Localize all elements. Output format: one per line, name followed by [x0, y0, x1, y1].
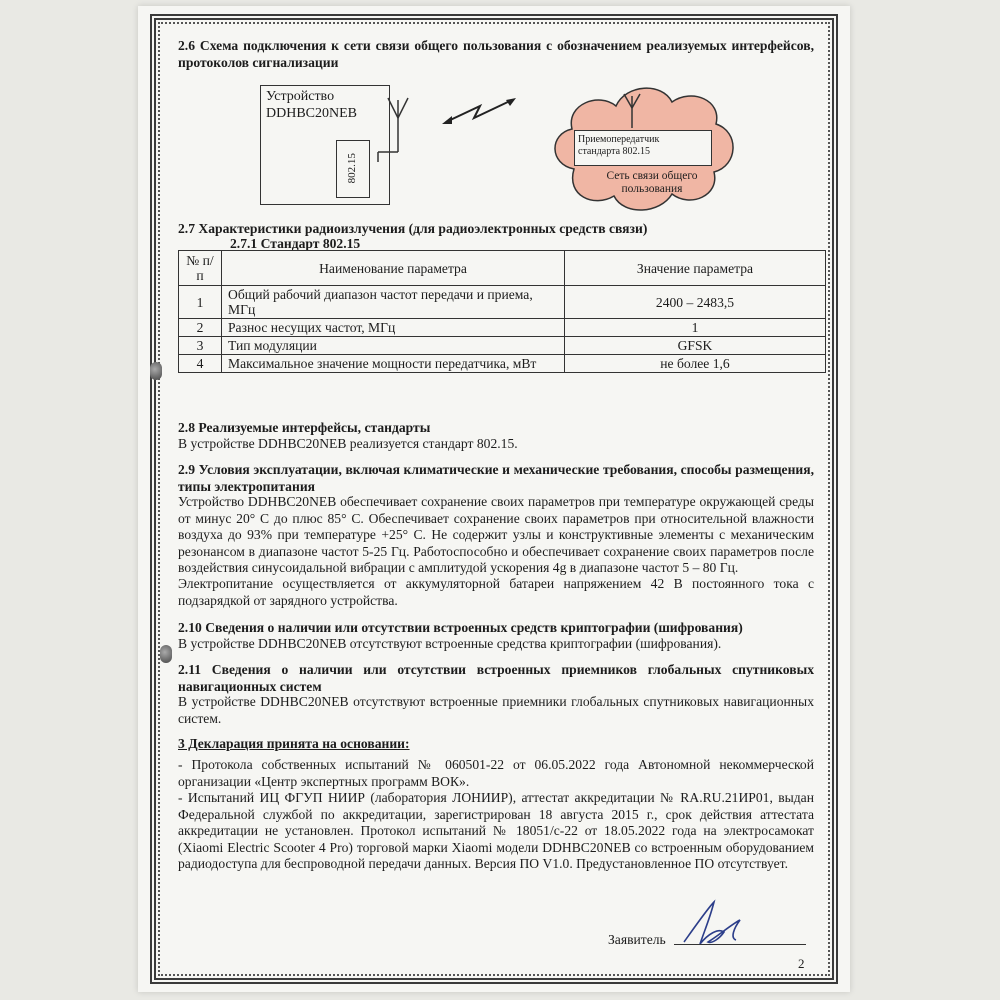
network-label-line2: пользования	[621, 183, 683, 195]
device-label	[266, 88, 357, 122]
network-label-line1: Сеть связи общего	[606, 170, 698, 182]
applicant-label: Заявитель	[608, 932, 666, 947]
row-parameter: Разнос несущих частот, МГц	[222, 319, 565, 337]
row-parameter: Тип модуляции	[222, 337, 565, 355]
signature-icon	[674, 898, 754, 954]
transceiver-label-line1: Приемопередатчик	[578, 134, 660, 145]
row-parameter: Максимальное значение мощности передатчика, мВт	[222, 355, 565, 373]
section-2-6-title: 2.6 Схема подключения к сети связи общего пользования с обозначением реализуемых интерфейсов, протоколов сигнализации	[178, 38, 814, 70]
transceiver-label-line2: стандарта 802.15	[578, 146, 651, 157]
device-antenna-icon	[368, 92, 428, 162]
radio-parameters-table	[178, 250, 826, 373]
row-number: 2	[179, 319, 222, 337]
table-row	[179, 355, 826, 373]
section-2-8-title: 2.8 Реализуемые интерфейсы, стандарты	[178, 420, 431, 435]
binding-ring	[160, 645, 172, 663]
row-number: 4	[179, 355, 222, 373]
table-row	[179, 319, 826, 337]
row-value: не более 1,6	[565, 355, 826, 373]
table-row	[179, 337, 826, 355]
radio-module-label: 802.15	[345, 153, 358, 184]
page-number: 2	[798, 956, 805, 971]
declaration-basis-item: - Испытаний ИЦ ФГУП НИИР (лаборатория ЛОНИИР), аттестат аккредитации № RA.RU.21ИР01, выдан Федеральной службой по аккредитации, зарегистрирован 18 августа 2015 г., срок действия аттестата аккредитации не установлен. Протокол испытаний № 18051/с-22 от 18.05.2022 года на электросамокат (Xiaomi Electric Scooter 4 Pro) торговой марки Xiaomi модели DDHBC20NEB со встроенным оборудованием радиодоступа для беспроводной передачи данных. Версия ПО V1.0. Предустановленное ПО отсутствует.	[178, 790, 814, 871]
column-header-number: № п/п	[179, 251, 222, 286]
row-parameter: Общий рабочий диапазон частот передачи и приема, МГц	[222, 286, 565, 319]
section-2-9-title: 2.9 Условия эксплуатации, включая климатические и механические требования, способы размещения, типы электропитания	[178, 462, 814, 494]
signature-line	[674, 944, 806, 945]
column-header-parameter: Наименование параметра	[222, 251, 565, 286]
row-number: 1	[179, 286, 222, 319]
section-2-7-title: 2.7 Характеристики радиоизлучения (для радиоэлектронных средств связи)	[178, 221, 648, 236]
section-2-9-paragraph2: Электропитание осуществляется от аккумуляторной батареи напряжением 42 В постоянного тока с подзарядкой от зарядного устройства.	[178, 576, 814, 608]
declaration-basis-item: - Протокола собственных испытаний № 060501-22 от 06.05.2022 года Автономной некоммерческой организации «Центр экспертных программ ВОК».	[178, 757, 814, 789]
device-label-line1: Устройство	[266, 89, 335, 104]
network-antenna-icon	[612, 90, 652, 130]
row-value: 2400 – 2483,5	[565, 286, 826, 319]
device-label-line2: DDHBC20NEB	[266, 106, 358, 121]
section-3-title: 3 Декларация принята на основании:	[178, 736, 410, 751]
section-2-7-1-title: 2.7.1 Стандарт 802.15	[230, 236, 361, 251]
transceiver-label	[578, 134, 708, 158]
row-number: 3	[179, 337, 222, 355]
table-header-row	[179, 251, 826, 286]
row-value: GFSK	[565, 337, 826, 355]
network-label	[582, 170, 722, 196]
section-2-8-text: В устройстве DDHBC20NEB реализуется стандарт 802.15.	[178, 436, 518, 451]
table-row	[179, 286, 826, 319]
column-header-value: Значение параметра	[565, 251, 826, 286]
section-2-9-paragraph1: Устройство DDHBC20NEB обеспечивает сохранение своих параметров при температуре окружающей среды от минус 20° С до плюс 85° С. Обеспечивает сохранение своих параметров при относительной влажности воздуха до 93% при температуре +25° С. Не содержит узлы и конструктивные элементы с механическим резонансом в диапазоне частот 5-25 Гц. Работоспособно и обеспечивает сохранение своих параметров после воздействия синусоидальной вибрации с амплитудой ускорения 4g в диапазоне частот 5 – 80 Гц.	[178, 494, 814, 575]
section-2-10-title: 2.10 Сведения о наличии или отсутствии встроенных средств криптографии (шифрования)	[178, 620, 743, 635]
section-2-10-text: В устройстве DDHBC20NEB отсутствуют встроенные средства криптографии (шифрования).	[178, 636, 722, 651]
row-value: 1	[565, 319, 826, 337]
section-2-11-text: В устройстве DDHBC20NEB отсутствуют встроенные приемники глобальных спутниковых навигационных систем.	[178, 694, 814, 726]
wireless-link-icon	[440, 92, 520, 132]
section-2-11-title: 2.11 Сведения о наличии или отсутствии встроенных приемников глобальных спутниковых навигационных систем	[178, 662, 814, 694]
binding-ring	[150, 362, 162, 380]
